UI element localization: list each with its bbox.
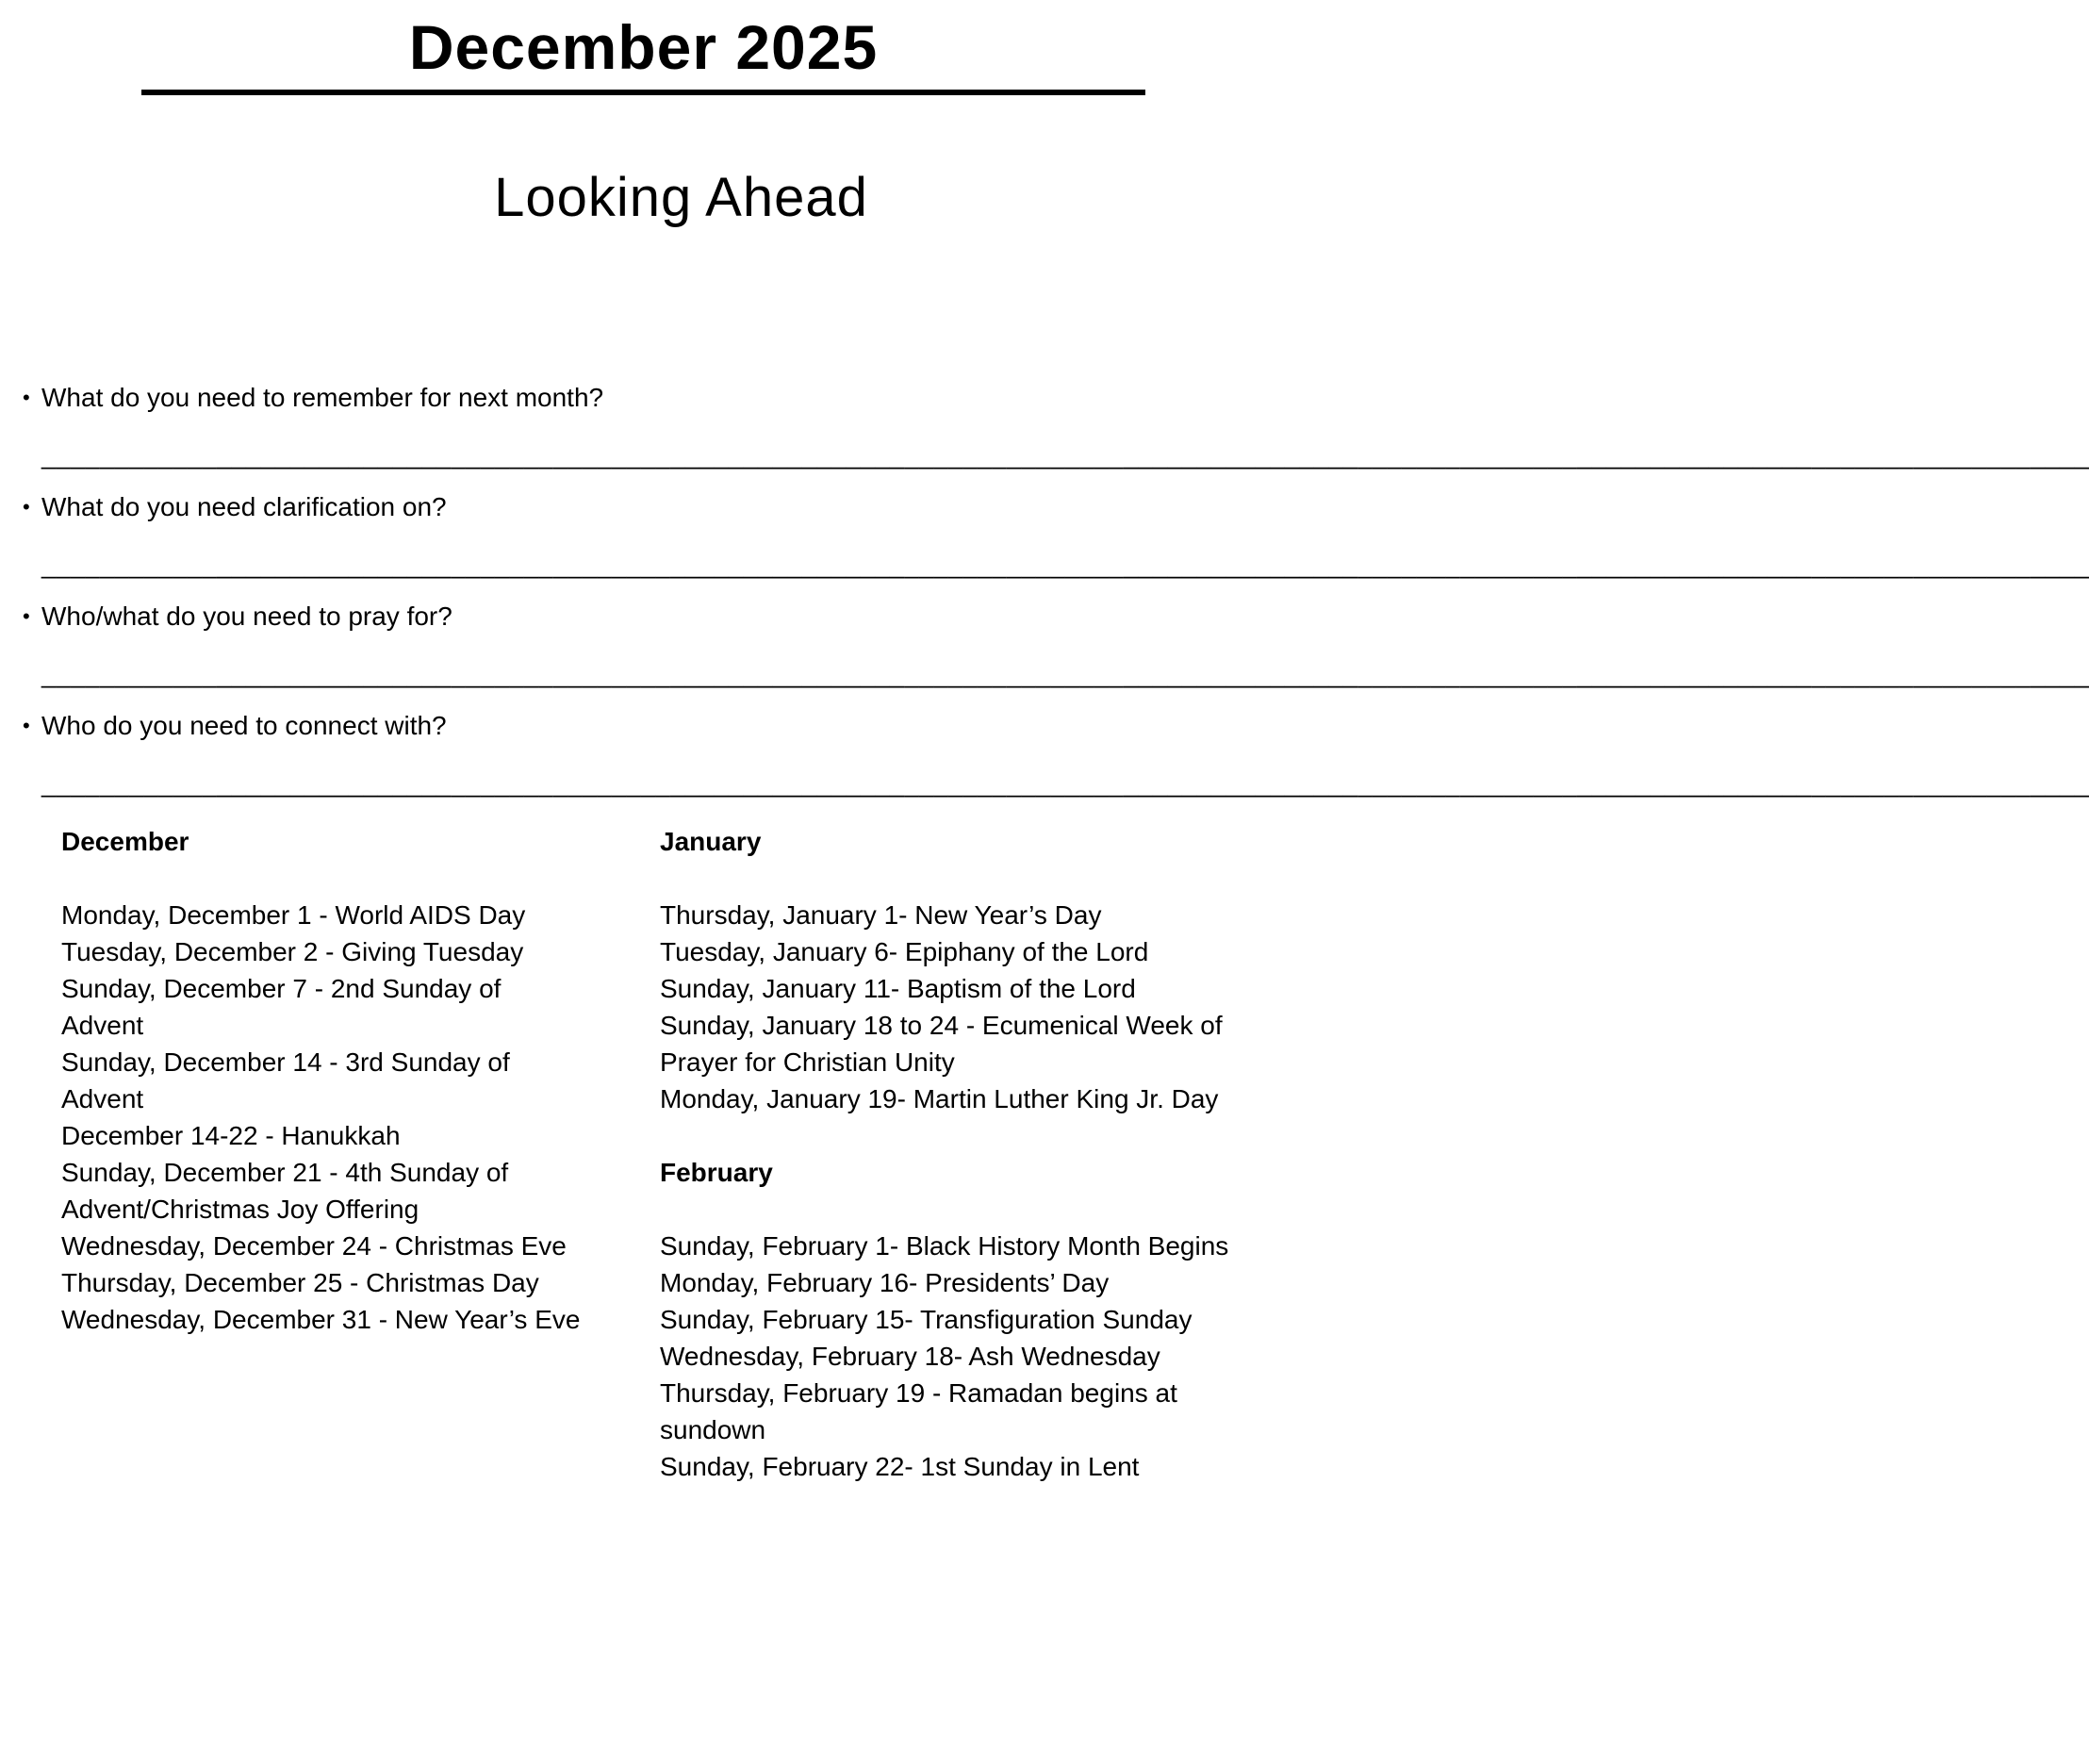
event-item: Thursday, February 19 - Ramadan begins at sundown (660, 1378, 1177, 1444)
event-item: Thursday, December 25 - Christmas Day (61, 1268, 539, 1297)
event-item: Sunday, January 18 to 24 - Ecumenical Week of Prayer for Christian Unity (660, 1011, 1223, 1077)
event-item: Thursday, January 1- New Year’s Day (660, 900, 1102, 930)
question-text: What do you need to remember for next month? (41, 383, 604, 412)
bullet-icon: • (23, 714, 30, 737)
event-list-february (660, 1228, 1362, 1485)
event-item: Sunday, February 15- Transfiguration Sunday (660, 1305, 1193, 1334)
bullet-icon: • (23, 604, 30, 628)
month-header-february: February (660, 1158, 773, 1187)
answer-blank-line: ____________________________________________________________________________________________________________________________________________ (41, 441, 2089, 470)
event-item: Monday, January 19- Martin Luther King Jr. Day (660, 1084, 1219, 1113)
event-item: Tuesday, December 2 - Giving Tuesday (61, 937, 524, 966)
question-block (0, 491, 2089, 584)
event-item: Monday, February 16- Presidents’ Day (660, 1268, 1110, 1297)
event-item: Sunday, December 21 - 4th Sunday of Advent/Christmas Joy Offering (61, 1158, 509, 1224)
answer-blank-line: ____________________________________________________________________________________________________________________________________________ (41, 660, 2089, 688)
event-item: Monday, December 1 - World AIDS Day (61, 900, 526, 930)
bullet-icon: • (23, 495, 30, 519)
event-item: Wednesday, December 31 - New Year’s Eve (61, 1305, 581, 1334)
page-title: December 2025 (408, 12, 879, 82)
question-block (0, 710, 2089, 802)
answer-blank-line: ____________________________________________________________________________________________________________________________________________ (41, 769, 2089, 798)
questions-section (0, 382, 2089, 802)
page-subtitle: Looking Ahead (494, 167, 868, 228)
question-text: Who/what do you need to pray for? (41, 602, 452, 631)
header (141, 0, 1145, 95)
month-header-january: January (660, 827, 762, 856)
month-header-december: December (61, 827, 189, 856)
question-block (0, 601, 2089, 693)
event-item: Wednesday, February 18- Ash Wednesday (660, 1342, 1160, 1371)
event-list-january (660, 897, 1362, 1117)
bullet-icon: • (23, 386, 30, 409)
question-text: What do you need clarification on? (41, 492, 447, 521)
answer-blank-line: ____________________________________________________________________________________________________________________________________________ (41, 551, 2089, 579)
event-item: Sunday, December 14 - 3rd Sunday of Advent (61, 1047, 510, 1113)
event-list-december (61, 897, 660, 1338)
event-item: December 14-22 - Hanukkah (61, 1121, 401, 1150)
event-item: Sunday, January 11- Baptism of the Lord (660, 974, 1136, 1003)
event-item: Sunday, February 1- Black History Month Begins (660, 1231, 1229, 1261)
event-item: Tuesday, January 6- Epiphany of the Lord (660, 937, 1149, 966)
event-item: Sunday, February 22- 1st Sunday in Lent (660, 1452, 1140, 1481)
looking-ahead-events (0, 823, 1362, 1485)
question-row (0, 710, 1362, 742)
title-underline (141, 90, 1145, 95)
event-item: Wednesday, December 24 - Christmas Eve (61, 1231, 567, 1261)
question-block (0, 382, 2089, 474)
question-text: Who do you need to connect with? (41, 711, 447, 740)
month-column-december (61, 823, 660, 1485)
question-row (0, 382, 1362, 414)
question-row (0, 491, 1362, 523)
event-item: Sunday, December 7 - 2nd Sunday of Advent (61, 974, 502, 1040)
question-row (0, 601, 1362, 633)
month-column-january-february (660, 823, 1362, 1485)
